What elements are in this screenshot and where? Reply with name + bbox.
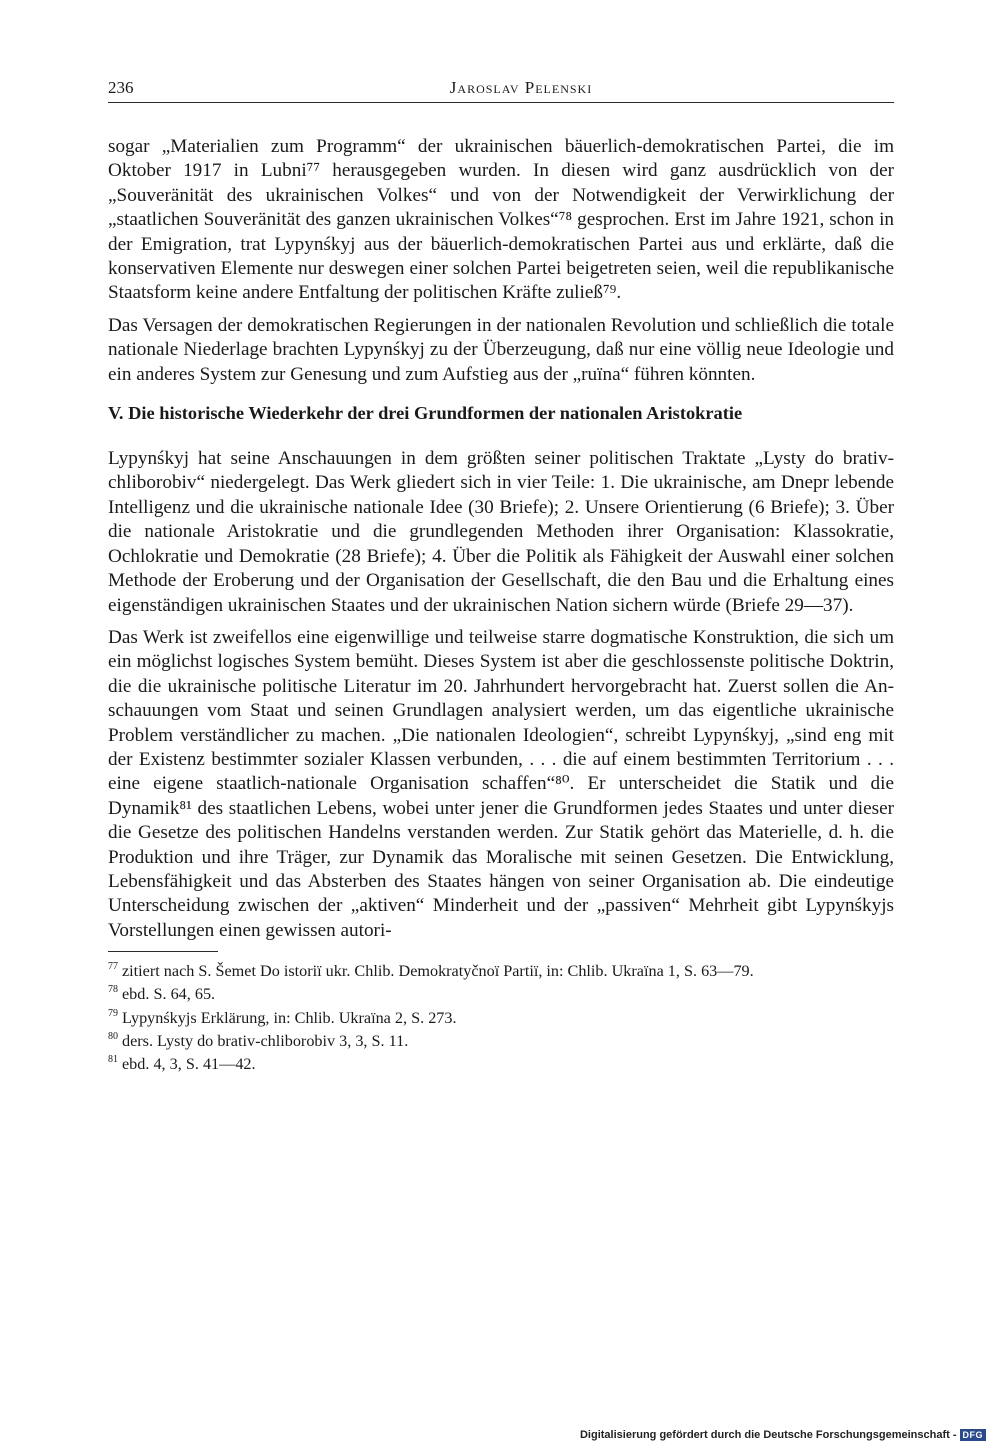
footnote: [108, 1030, 894, 1053]
footnote-text: ebd. 4, 3, S. 41—42.: [122, 1055, 256, 1073]
footnotes: [108, 960, 894, 1076]
footnote: [108, 1053, 894, 1076]
page-number: 236: [108, 78, 134, 97]
footnote-divider: [108, 951, 218, 952]
footnote-text: zitiert nach S. Šemet Do istoriï ukr. Chlib. Demokratyčnoï Partiï, in: Chlib. Ukraïna 1, S. 63—79.: [122, 962, 754, 981]
footnote-mark: 81: [108, 1054, 118, 1065]
footnote-mark: 77: [108, 961, 118, 973]
digitization-credit: [580, 1429, 986, 1441]
footnote: [108, 1007, 894, 1030]
footnote-text: Lypynśkyjs Erklärung, in: Chlib. Ukraïna 2, S. 273.: [122, 1008, 457, 1027]
running-title: Jaroslav Pelenski: [449, 78, 593, 97]
body-text: [108, 135, 894, 943]
credit-text: Digitalisierung gefördert durch die Deutsche Forschungsgemeinschaft -: [579, 1429, 957, 1441]
footnote-mark: 78: [108, 984, 118, 996]
running-head: [108, 78, 894, 103]
footnote-mark: 80: [108, 1030, 118, 1042]
footnote: [108, 960, 894, 983]
paragraph: Das Werk ist zweifellos eine eigenwillige und teilweise starre dogmatische Konstruktion, die sich um ein möglichst logisches System bemüht. Dieses System ist aber die geschlossenste politische Doktrin, die die ukrainische politische Literatur im 20. Jahrhundert hervorgebracht hat. Zuerst sollen die Anschauungen vom Staat und seinen Grundlagen analysiert werden, um das eigentliche ukrainische Problem verständlicher zu machen. „Die nationalen Ideologien“, schreibt Lypynśkyj, „sind eng mit der Existenz bestimmter sozialer Klassen verbunden, . . . die auf einem bestimmten Territorium . . . eine eigene staatlich-nationale Organisation schaffen“⁸⁰. Er unterscheidet die Statik und die Dynamik⁸¹ des staatlichen Lebens, wobei unter jener die Grundformen jedes Staates und unter dieser die Gesetze des politischen Handelns verstanden werden. Zur Statik gehört das Materielle, d. h. die Produktion und ihre Träger, zur Dynamik das Moralische mit seinen Gesetzen. Die Entwicklung, Lebensfähigkeit und das Absterben des Staates hängen von seiner Organisation ab. Die eindeutige Unterscheidung zwischen der „aktiven“ Minderheit und der „passiven“ Mehrheit gibt Lypynśkyjs Vorstellungen einen gewissen autori-: [108, 626, 894, 941]
section-heading: V. Die historische Wiederkehr der drei Grundformen der nationalen Aristokratie: [108, 403, 743, 424]
page: [108, 78, 894, 1076]
paragraph: sogar „Materialien zum Programm“ der ukrainischen bäuerlich-demokratischen Partei, die im Oktober 1917 in Lubni⁷⁷ herausgegeben wurden. In diesen wird ganz ausdrücklich von der „Souveränität des ukrainischen Volkes“ und von der Notwendigkeit der Verwirklichung der „staatlichen Souveränität des ganzen ukrainischen Volkes“⁷⁸ gesprochen. Erst im Jahre 1921, schon in der Emigration, trat Lypynśkyj aus der bäuerlich-demokratischen Partei aus und erklärte, daß die konservativen Elemente nur deswegen einer solchen Partei beigetreten seien, weil die republikanische Staatsform keine andere Entfaltung der politischen Kräfte zuließ⁷⁹.: [108, 136, 894, 304]
footnote-text: ebd. S. 64, 65.: [122, 985, 216, 1004]
paragraph: Lypynśkyj hat seine Anschauungen in dem größten seiner politischen Traktate „Lysty do brativ-chliborobiv“ niedergelegt. Das Werk gliedert sich in vier Teile: 1. Die ukrainische, am Dnepr lebende Intelligenz und die ukrainische nationale Idee (30 Briefe); 2. Unsere Orientierung (6 Briefe); 3. Über die nationale Aristokratie und die grundlegenden Methoden ihrer Organisation: Klassokratie, Ochlokratie und Demokratie (28 Briefe); 4. Über die Politik als Fähigkeit der Auswahl einer solchen Methode der Eroberung und der Organisation der Gesellschaft, die den Bau und die Erhaltung eines eigenständigen ukrainischen Staates und der ukrainischen Nation sichern würde (Briefe 29—37).: [108, 448, 894, 616]
footnote: [108, 983, 894, 1006]
paragraph: Das Versagen der demokratischen Regierungen in der nationalen Revolution und schließlich die totale nationale Niederlage brachten Lypynśkyj zu der Überzeugung, daß nur eine völlig neue Ideologie und ein anderes System zur Genesung und zum Aufstieg aus der „ruïna“ führen könnten.: [108, 314, 894, 385]
dfg-logo: DFG: [960, 1429, 987, 1441]
footnote-text: ders. Lysty do brativ-chliborobiv 3, 3, S. 11.: [122, 1031, 409, 1050]
footnote-mark: 79: [108, 1007, 118, 1019]
